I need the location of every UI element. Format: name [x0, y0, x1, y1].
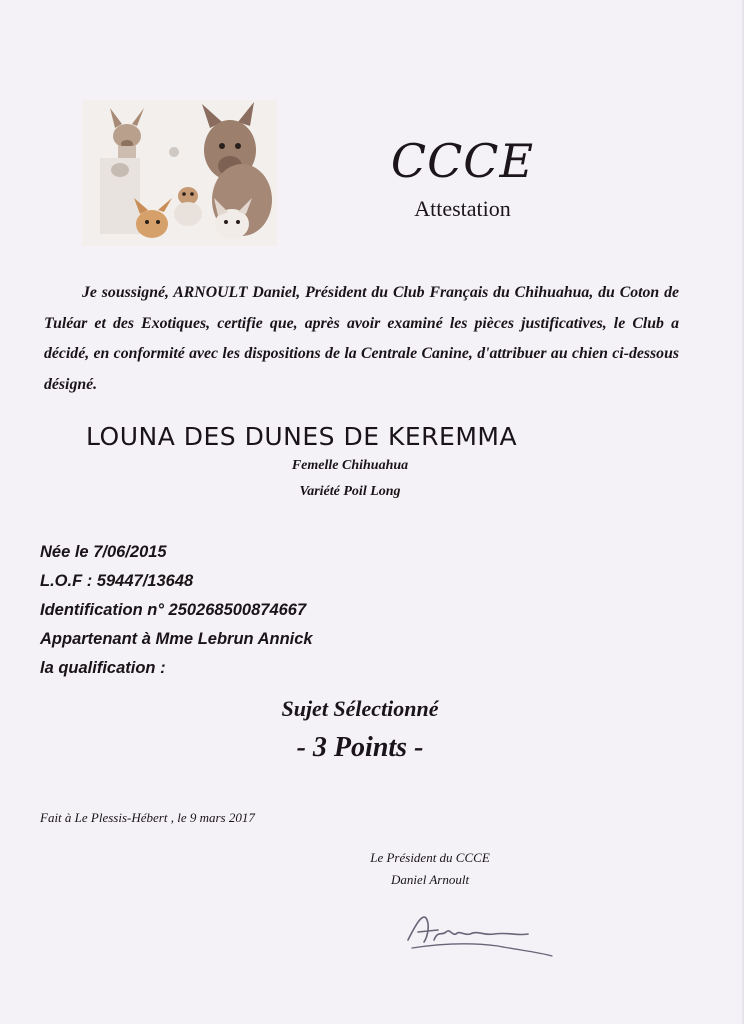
owner: Appartenant à Mme Lebrun Annick: [40, 630, 313, 648]
chihuahua-dogs-photo: [82, 100, 277, 246]
points-result: - 3 Points -: [296, 732, 424, 763]
dog-name: LOUNA DES DUNES DE KEREMMA: [86, 422, 518, 451]
attestation-paragraph: Je soussigné, ARNOULT Daniel, Président du Club Français du Chihuahua, du Coton de Tuléar et des Exotiques, certifie que, après avoir examiné les pièces justificatives, le Club a décidé, en conformité avec les dispositions de la Centrale Canine, d'attribuer au chien ci-dessous désigné.: [44, 284, 679, 393]
selection-result: Sujet Sélectionné: [281, 696, 439, 721]
lof-number: L.O.F : 59447/13648: [40, 572, 194, 590]
organization-title: CCCE: [390, 134, 535, 188]
signer-name: Daniel Arnoult: [390, 872, 470, 887]
qualification-label: la qualification :: [40, 659, 166, 677]
dog-sex-breed: Femelle Chihuahua: [291, 458, 409, 473]
document-type: Attestation: [414, 196, 511, 221]
signer-title: Le Président du CCCE: [370, 850, 490, 865]
handwritten-signature-icon: [398, 900, 558, 964]
dog-variety: Variété Poil Long: [299, 484, 401, 499]
place-date: Fait à Le Plessis-Hébert , le 9 mars 2017: [40, 810, 255, 825]
identification-number: Identification n° 250268500874667: [40, 601, 307, 619]
dog-details: [40, 538, 560, 683]
birth-date: Née le 7/06/2015: [40, 543, 167, 561]
